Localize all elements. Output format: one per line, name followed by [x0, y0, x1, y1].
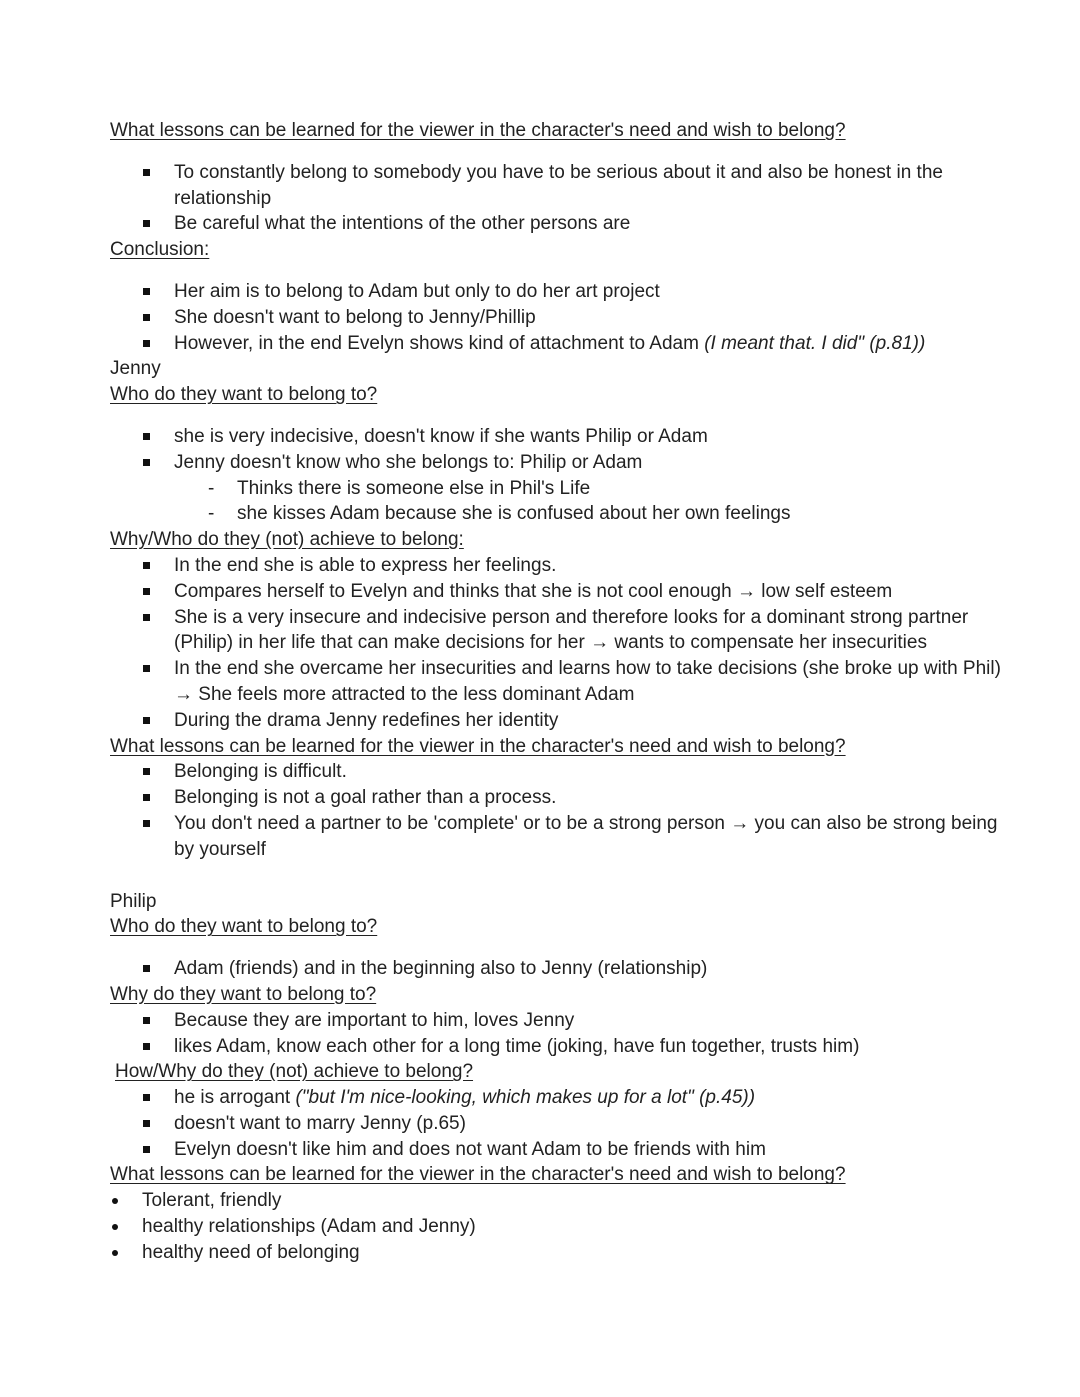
- philip-why-heading: Why do they want to belong to?: [110, 983, 377, 1005]
- evelyn-lessons-heading: What lessons can be learned for the viewer in the character's need and wish to belong?: [110, 120, 846, 141]
- philip-who-heading: Who do they want to belong to?: [110, 916, 378, 938]
- section-title-jenny: Jenny: [110, 358, 161, 380]
- list-item: Belonging is not a goal rather than a process.: [110, 785, 1010, 811]
- list-item: In the end she is able to express her feelings.: [110, 553, 1010, 579]
- jenny-who-heading: Who do they want to belong to?: [110, 384, 378, 406]
- philip-why-list: [110, 1008, 1010, 1060]
- quote: (I meant that. I did" (p.81)): [704, 332, 926, 354]
- sub-list-item: - she kisses Adam because she is confused about her own feelings: [110, 501, 1010, 527]
- jenny-why-list: [110, 553, 1010, 734]
- list-item: Jenny doesn't know who she belongs to: Philip or Adam: [110, 450, 1010, 476]
- philip-lessons-list: [110, 1188, 1010, 1265]
- list-item: doesn't want to marry Jenny (p.65): [110, 1111, 1010, 1137]
- list-item: Belonging is difficult.: [110, 759, 1010, 785]
- philip-lessons-heading: What lessons can be learned for the viewer in the character's need and wish to belong?: [110, 1164, 846, 1186]
- philip-how-list: [110, 1085, 1010, 1162]
- list-item: Adam (friends) and in the beginning also to Jenny (relationship): [110, 956, 1010, 982]
- document-page: [110, 118, 1010, 1266]
- list-item: Compares herself to Evelyn and thinks that she is not cool enough → low self esteem: [110, 579, 1010, 605]
- list-item: [110, 1085, 1010, 1111]
- jenny-lessons-heading: What lessons can be learned for the viewer in the character's need and wish to belong?: [110, 735, 846, 757]
- quote: ("but I'm nice-looking, which makes up for a lot" (p.45)): [295, 1087, 756, 1109]
- conclusion-heading: Conclusion:: [110, 239, 210, 261]
- list-item: She doesn't want to belong to Jenny/Phillip: [110, 305, 1010, 331]
- list-item: Tolerant, friendly: [110, 1188, 1010, 1214]
- jenny-who-list: [110, 424, 1010, 476]
- list-item-text: However, in the end Evelyn shows kind of attachment to Adam: [174, 332, 705, 354]
- list-item: [110, 331, 1010, 357]
- sub-list-item: - Thinks there is someone else in Phil's Life: [110, 476, 1010, 502]
- list-item: she is very indecisive, doesn't know if she wants Philip or Adam: [110, 424, 1010, 450]
- list-item: likes Adam, know each other for a long time (joking, have fun together, trusts him): [110, 1034, 1010, 1060]
- evelyn-lessons-list: [110, 160, 1010, 237]
- conclusion-list: [110, 279, 1010, 356]
- jenny-lessons-list: [110, 759, 1010, 862]
- list-item: healthy relationships (Adam and Jenny): [110, 1214, 1010, 1240]
- list-item: Her aim is to belong to Adam but only to do her art project: [110, 279, 1010, 305]
- list-item: Be careful what the intentions of the other persons are: [110, 211, 1010, 237]
- list-item: She is a very insecure and indecisive person and therefore looks for a dominant strong partner (Philip) in her life that can make decisions for her → wants to compensate her insecurities: [110, 605, 1010, 657]
- section-title-philip: Philip: [110, 890, 157, 912]
- philip-who-list: [110, 956, 1010, 982]
- list-item-text: he is arrogant: [174, 1087, 296, 1109]
- list-item: To constantly belong to somebody you have to be serious about it and also be honest in the relationship: [110, 160, 1010, 212]
- list-item: Because they are important to him, loves Jenny: [110, 1008, 1010, 1034]
- list-item: Evelyn doesn't like him and does not want Adam to be friends with him: [110, 1137, 1010, 1163]
- jenny-who-sublist: [110, 476, 1010, 528]
- list-item: You don't need a partner to be 'complete' or to be a strong person → you can also be strong being by yourself: [110, 811, 1010, 863]
- philip-how-heading: How/Why do they (not) achieve to belong?: [115, 1061, 474, 1083]
- jenny-why-heading: Why/Who do they (not) achieve to belong:: [110, 529, 464, 551]
- list-item: healthy need of belonging: [110, 1240, 1010, 1266]
- list-item: During the drama Jenny redefines her identity: [110, 708, 1010, 734]
- list-item: In the end she overcame her insecurities and learns how to take decisions (she broke up with Phil) → She feels more attracted to the less dominant Adam: [110, 656, 1010, 708]
